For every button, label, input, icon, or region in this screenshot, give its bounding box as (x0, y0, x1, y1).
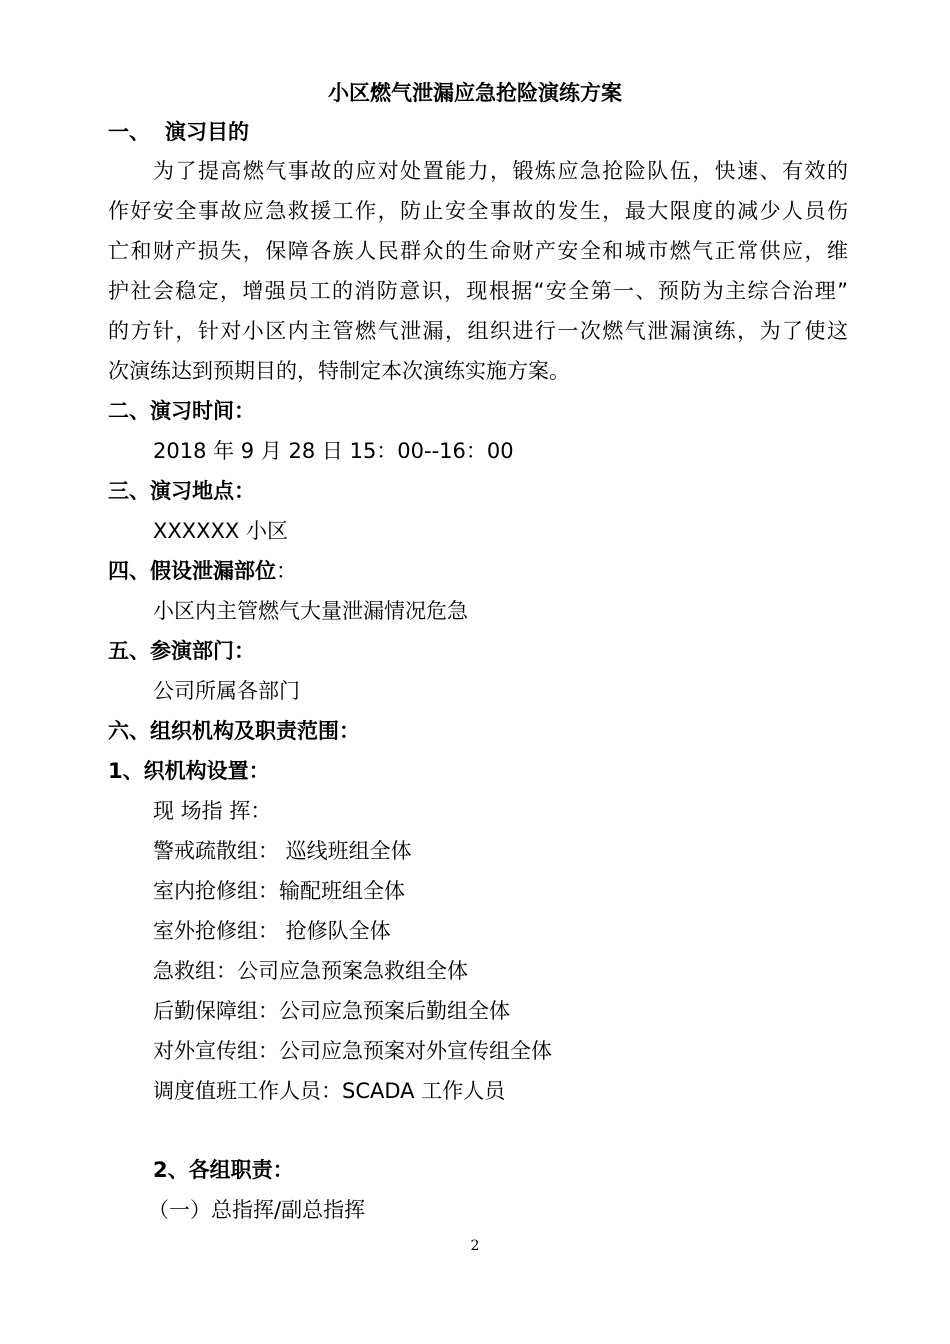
participating-departments: 公司所属各部门 (153, 679, 300, 703)
section-heading-org-setup: 1、织机构设置： (108, 759, 270, 783)
org-item: 急救组：公司应急预案急救组全体 (153, 959, 468, 983)
paragraph-line: 的方针，针对小区内主管燃气泄漏，组织进行一次燃气泄漏演练，为了使这 (108, 319, 848, 343)
duties-item: （一）总指挥/副总指挥 (148, 1198, 366, 1222)
section-colon: ： (276, 559, 297, 583)
section-title: 演习目的 (165, 120, 249, 144)
page-number: 2 (470, 1238, 480, 1254)
paragraph-line: 作好安全事故应急救援工作，防止安全事故的发生，最大限度的减少人员伤 (108, 199, 848, 223)
page-title: 小区燃气泄漏应急抢险演练方案 (328, 81, 622, 105)
section-heading-purpose (108, 117, 249, 147)
paragraph-line: 次演练达到预期目的，特制定本次演练实施方案。 (108, 359, 570, 383)
org-item: 室外抢修组： 抢修队全体 (153, 919, 391, 943)
section-number: 一、 (108, 120, 150, 144)
org-item: 调度值班工作人员：SCADA 工作人员 (153, 1079, 506, 1103)
duties-heading: 2、各组职责： (153, 1158, 294, 1182)
section-heading-location: 三、演习地点： (108, 479, 255, 503)
paragraph-line: 亡和财产损失，保障各族人民群众的生命财产安全和城市燃气正常供应，维 (108, 239, 848, 263)
section-heading-organization: 六、组织机构及职责范围： (108, 719, 360, 743)
org-item: 警戒疏散组： 巡线班组全体 (153, 839, 412, 863)
purpose-paragraph (108, 151, 848, 391)
org-item: 现 场指 挥： (153, 799, 272, 823)
section-heading-leak-position (108, 556, 297, 586)
paragraph-line: 护社会稳定，增强员工的消防意识，现根据“安全第一、预防为主综合治理” (108, 279, 848, 303)
drill-time: 2018 年 9 月 28 日 15：00--16：00 (153, 439, 514, 463)
section-heading-time: 二、演习时间： (108, 399, 255, 423)
section-heading-departments: 五、参演部门： (108, 639, 255, 663)
section-title: 四、假设泄漏部位 (108, 559, 276, 583)
org-item: 后勤保障组：公司应急预案后勤组全体 (153, 999, 510, 1023)
org-item: 室内抢修组：输配班组全体 (153, 879, 405, 903)
paragraph-line: 为了提高燃气事故的应对处置能力，锻炼应急抢险队伍，快速、有效的 (153, 159, 848, 183)
org-item: 对外宣传组：公司应急预案对外宣传组全体 (153, 1039, 552, 1063)
leak-position: 小区内主管燃气大量泄漏情况危急 (153, 599, 468, 623)
drill-location: XXXXXX 小区 (153, 519, 288, 543)
